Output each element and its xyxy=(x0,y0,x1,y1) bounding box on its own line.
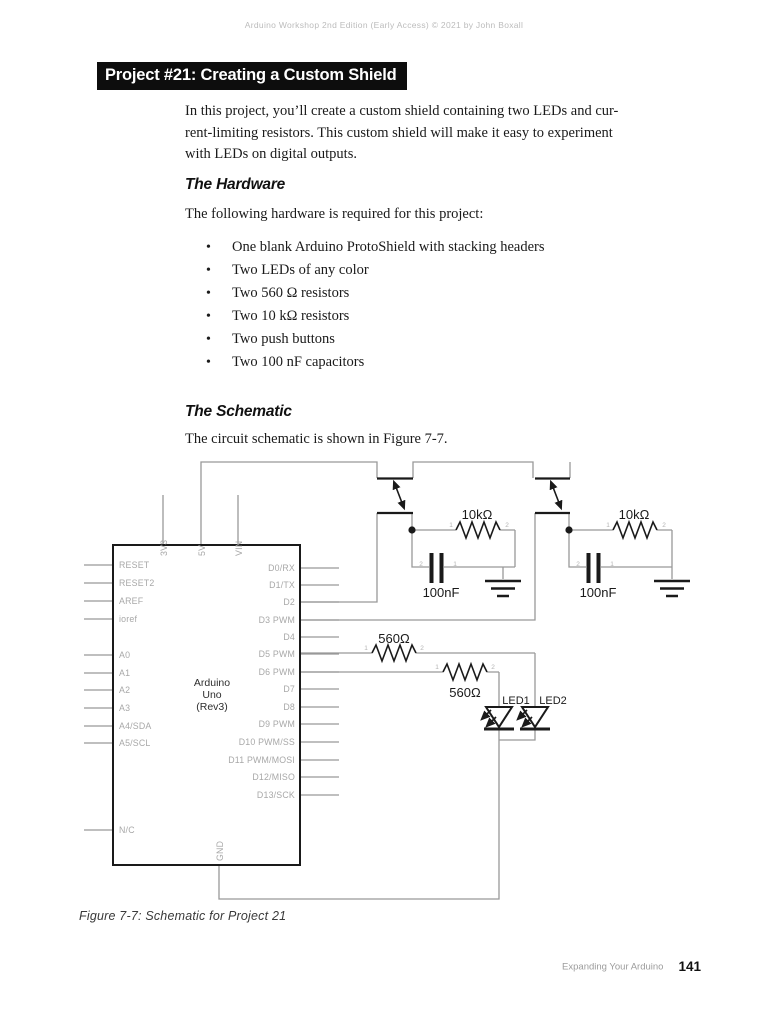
svg-text:1: 1 xyxy=(364,645,368,652)
pin-label: D5 PWM xyxy=(258,649,295,660)
footer-section-title: Expanding Your Arduino xyxy=(562,961,664,973)
pin-label: A5/SCL xyxy=(119,738,151,749)
push-button-2 xyxy=(535,479,570,514)
led-label: LED2 xyxy=(539,695,567,707)
capacitor-1 xyxy=(432,553,442,583)
pin-label: A1 xyxy=(119,668,131,679)
list-item: • Two 10 kΩ resistors xyxy=(185,305,700,328)
svg-text:1: 1 xyxy=(606,522,610,529)
led-1 xyxy=(482,707,514,729)
pin-label: D4 xyxy=(283,632,295,643)
capacitor-value-label: 100nF xyxy=(422,585,460,600)
board-name: Uno xyxy=(202,689,222,701)
junction-dot xyxy=(408,526,415,533)
pin-label: AREF xyxy=(119,596,144,607)
pin-label: A0 xyxy=(119,650,131,661)
resistor-10k-2 xyxy=(613,522,657,538)
hardware-heading: The Hardware xyxy=(185,176,286,193)
paragraph-line: rent-limiting resistors. This custom shield will make it easy to experiment xyxy=(185,124,613,141)
pin-label: ioref xyxy=(119,614,138,625)
pin-label: D3 PWM xyxy=(258,615,295,626)
capacitor-2 xyxy=(589,553,599,583)
header-credit: Arduino Workshop 2nd Edition (Early Access) © 2021 by John Boxall xyxy=(244,20,524,30)
pin-label: D6 PWM xyxy=(258,667,295,678)
pin-label: RESET xyxy=(119,560,150,571)
pin-label: D2 xyxy=(283,597,295,608)
project-title-bar xyxy=(97,62,407,90)
pin-label: D8 xyxy=(283,702,295,713)
list-item: • Two 560 Ω resistors xyxy=(185,282,700,305)
list-item: • Two 100 nF capacitors xyxy=(185,351,700,374)
pin-label-vin: VIN xyxy=(234,540,244,556)
page-footer xyxy=(562,958,701,976)
pin-label: N/C xyxy=(119,825,135,836)
paragraph-line: In this project, you’ll create a custom shield containing two LEDs and cur- xyxy=(185,103,619,119)
project-title: Project #21: Creating a Custom Shield xyxy=(105,66,397,84)
resistor-value-label: 560Ω xyxy=(378,631,410,646)
svg-text:1: 1 xyxy=(449,522,453,529)
resistor-560-1 xyxy=(372,645,416,661)
svg-text:2: 2 xyxy=(576,561,580,568)
pin-label: A2 xyxy=(119,685,131,696)
list-item: • Two push buttons xyxy=(185,328,700,351)
svg-text:2: 2 xyxy=(420,645,424,652)
pin-label: D13/SCK xyxy=(256,790,295,801)
resistor-560-2 xyxy=(443,664,487,680)
resistor-value-label: 10kΩ xyxy=(461,507,493,522)
svg-text:2: 2 xyxy=(491,664,495,671)
pin-label: D10 PWM/SS xyxy=(238,737,295,748)
led-2 xyxy=(518,707,550,729)
paragraph-line: with LEDs on digital outputs. xyxy=(185,146,357,162)
pin-label: D0/RX xyxy=(268,563,295,574)
svg-text:1: 1 xyxy=(610,561,614,568)
hardware-intro: The following hardware is required for this project: xyxy=(185,206,484,222)
svg-text:2: 2 xyxy=(419,561,423,568)
svg-text:2: 2 xyxy=(505,522,509,529)
pin-label: D11 PWM/MOSI xyxy=(228,755,295,766)
pin-label: A3 xyxy=(119,703,131,714)
ground-symbol-2 xyxy=(654,581,690,596)
resistor-value-label: 560Ω xyxy=(449,685,481,700)
junction-dot xyxy=(565,526,572,533)
board-name: (Rev3) xyxy=(196,701,228,713)
capacitor-value-label: 100nF xyxy=(579,585,617,600)
svg-text:1: 1 xyxy=(453,561,457,568)
schematic-heading: The Schematic xyxy=(185,403,292,420)
pin-label: D9 PWM xyxy=(258,719,295,730)
pin-label: D1/TX xyxy=(269,580,295,591)
push-button-1 xyxy=(377,479,413,514)
resistor-10k-1 xyxy=(456,522,500,538)
page-number: 141 xyxy=(678,959,701,975)
circuit-schematic xyxy=(0,450,768,910)
pin-label: D7 xyxy=(283,684,295,695)
list-item: • Two LEDs of any color xyxy=(185,259,700,282)
svg-text:1: 1 xyxy=(435,664,439,671)
board-name: Arduino xyxy=(193,677,231,689)
pin-label-3v3: 3V3 xyxy=(159,539,169,556)
list-item: • One blank Arduino ProtoShield with stacking headers xyxy=(185,236,700,259)
svg-text:2: 2 xyxy=(662,522,666,529)
pin-label-gnd: GND xyxy=(215,840,225,861)
schematic-intro: The circuit schematic is shown in Figure 7-7. xyxy=(185,431,448,447)
pin-label: D12/MISO xyxy=(252,772,295,783)
resistor-value-label: 10kΩ xyxy=(618,507,650,522)
ground-symbol-1 xyxy=(485,581,521,596)
hardware-list xyxy=(185,236,700,374)
led-label: LED1 xyxy=(502,695,530,707)
pin-label-5v: 5V xyxy=(197,544,207,556)
pin-label: RESET2 xyxy=(119,578,155,589)
figure-caption: Figure 7-7: Schematic for Project 21 xyxy=(79,909,287,923)
pin-label: A4/SDA xyxy=(119,721,152,732)
intro-paragraph xyxy=(185,101,700,166)
